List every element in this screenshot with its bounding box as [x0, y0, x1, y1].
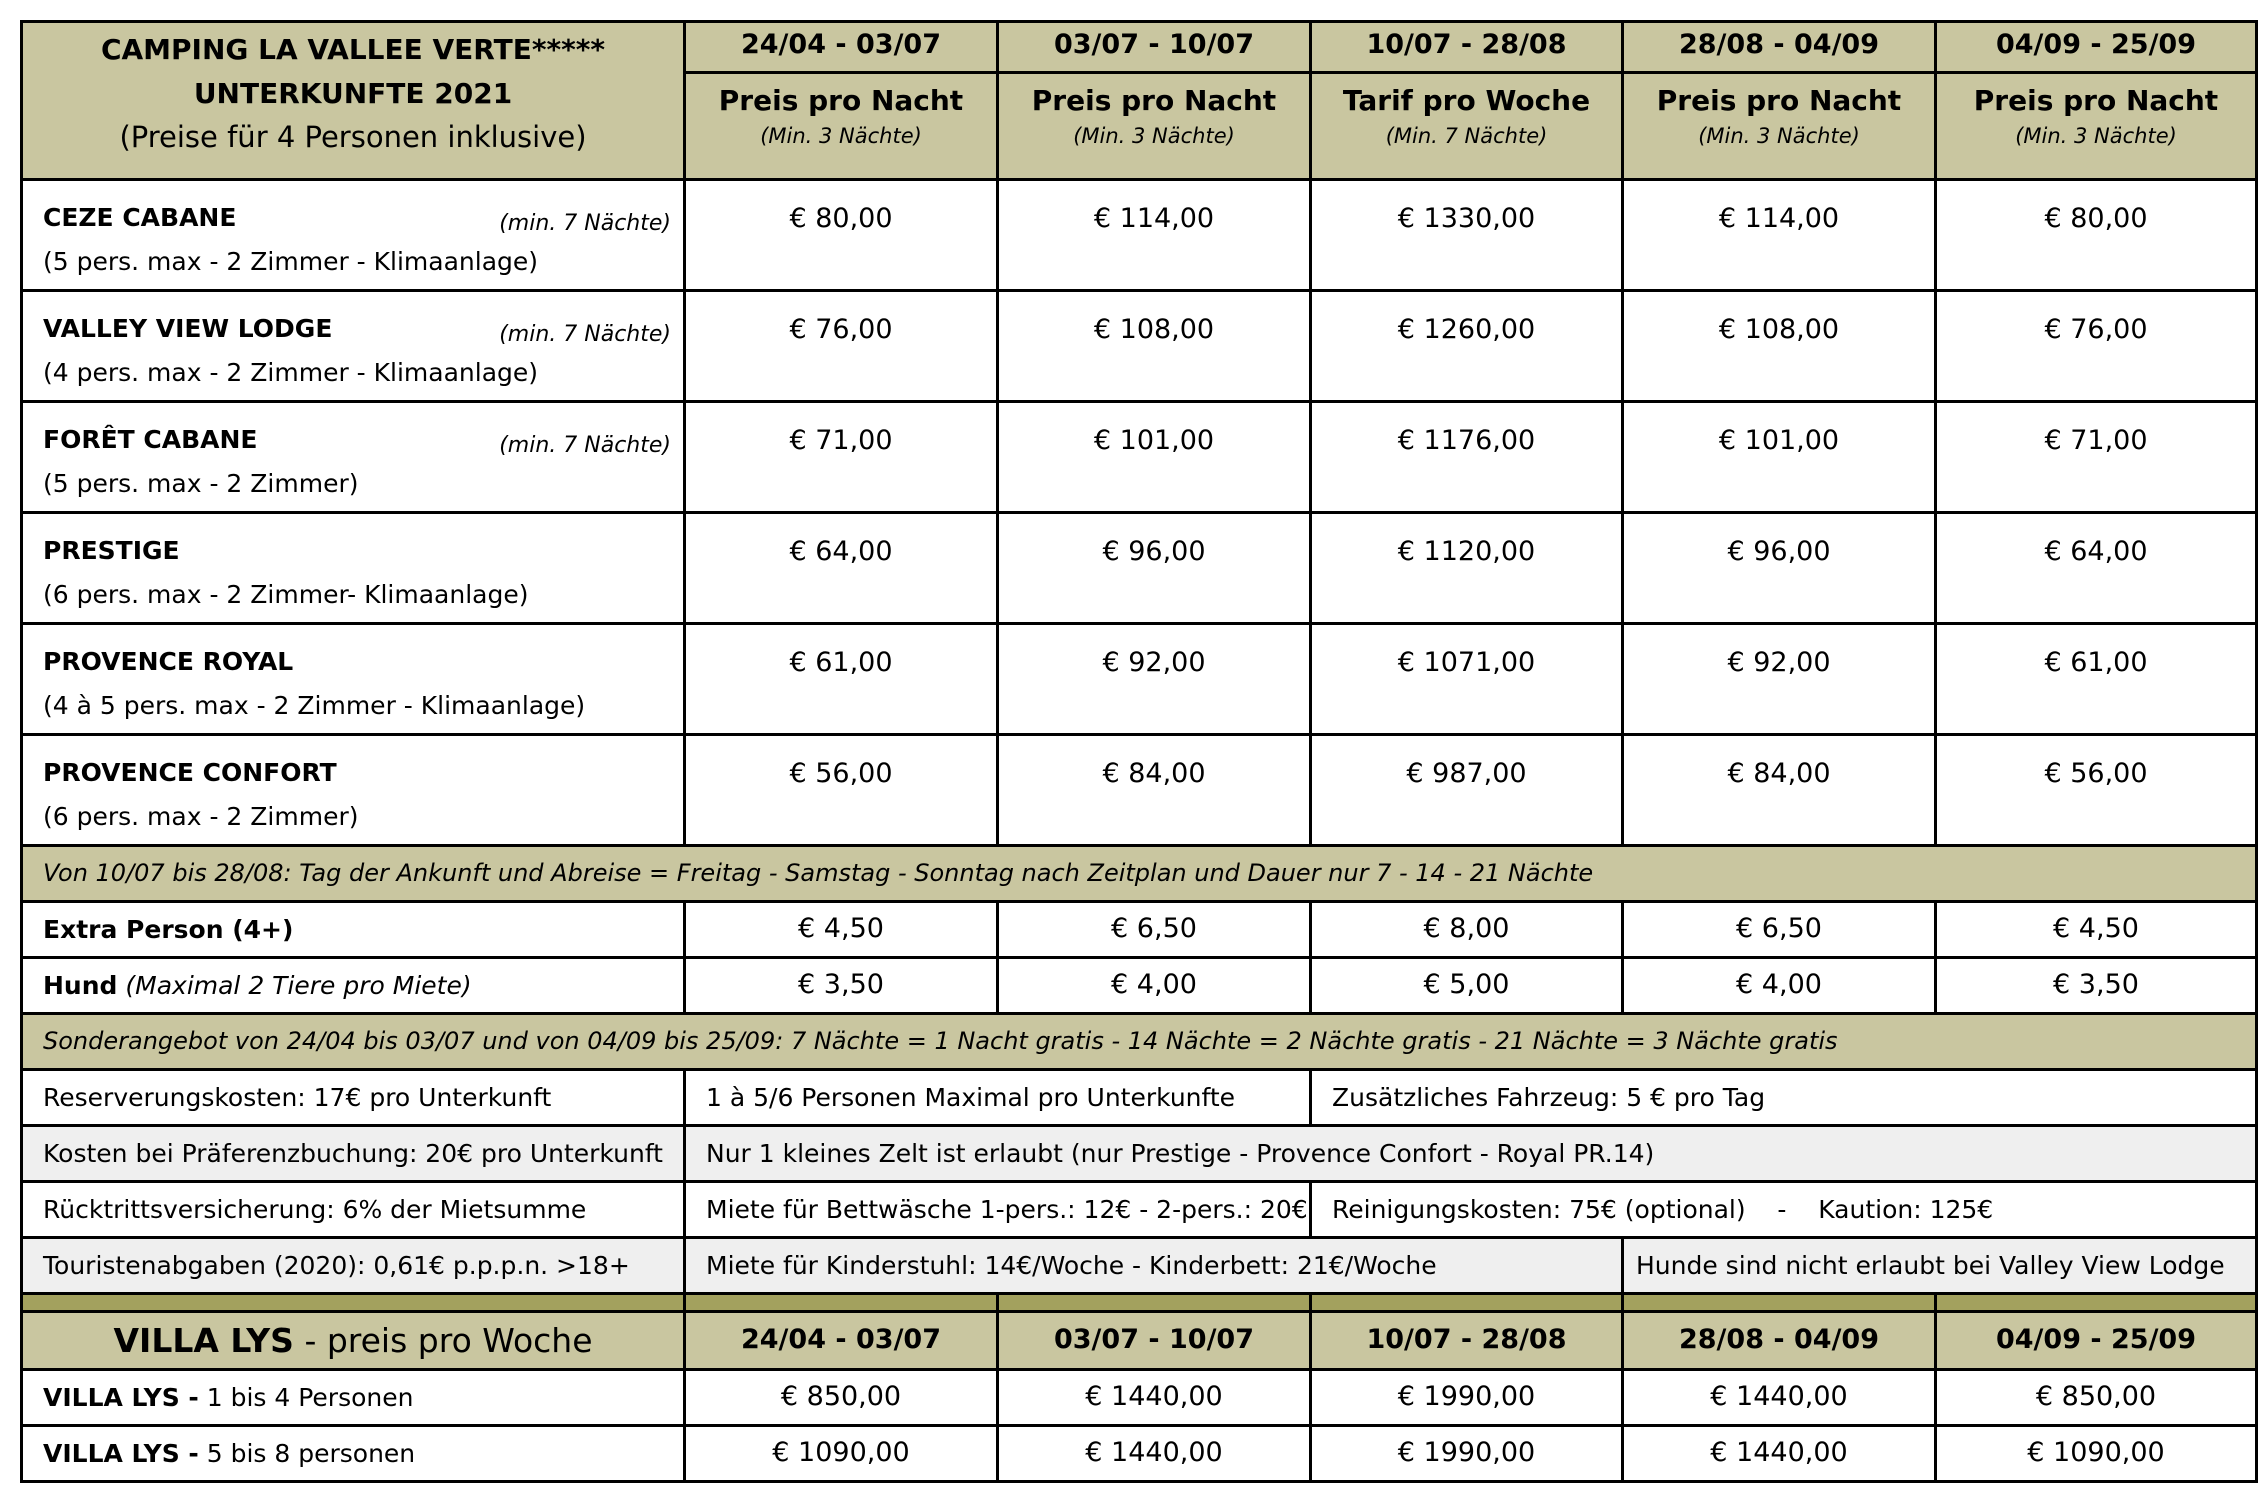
price-cell: € 1990,00 [1311, 1370, 1623, 1426]
extra-label: Extra Person (4+) [43, 914, 294, 944]
period-min-nights: (Min. 7 Nächte) [1385, 123, 1548, 148]
info-cell: Reinigungskosten: 75€ (optional) - Kaution: 125€ [1311, 1182, 2257, 1238]
accommodation-cell [22, 735, 685, 846]
separator-cell [22, 1294, 685, 1312]
period-label: Tarif pro Woche [1342, 84, 1591, 118]
villa-period: 03/07 - 10/07 [998, 1312, 1311, 1370]
info-row [22, 1070, 2257, 1126]
price-cell: € 56,00 [685, 735, 998, 846]
price-cell: € 1440,00 [998, 1370, 1311, 1426]
price-cell: € 5,00 [1311, 958, 1623, 1014]
villa-name: VILLA LYS - [43, 1382, 199, 1412]
accommodation-desc: (5 pers. max - 2 Zimmer) [43, 469, 359, 498]
info-cell: Zusätzliches Fahrzeug: 5 € pro Tag [1311, 1070, 2257, 1126]
price-cell: € 84,00 [998, 735, 1311, 846]
price-cell: € 96,00 [1623, 513, 1936, 624]
info-cell: Rücktrittsversicherung: 6% der Mietsumme [22, 1182, 685, 1238]
separator-cell [685, 1294, 998, 1312]
info-cell: Hunde sind nicht erlaubt bei Valley View Lodge [1623, 1238, 2257, 1294]
period-header-4 [1623, 22, 1936, 180]
period-dates: 28/08 - 04/09 [1624, 23, 1934, 74]
extra-label-note: (Maximal 2 Tiere pro Miete) [125, 970, 472, 1000]
accommodation-cell [22, 402, 685, 513]
arrival-note: Von 10/07 bis 28/08: Tag der Ankunft und Abreise = Freitag - Samstag - Sonntag nach Zeitplan und Dauer nur 7 - 14 - 21 Nächte [22, 846, 2257, 902]
period-min-nights: (Min. 3 Nächte) [1698, 123, 1860, 148]
villa-title: VILLA LYS [113, 1320, 294, 1360]
persons-note: (Preise für 4 Personen inklusive) [119, 120, 587, 155]
price-cell: € 6,50 [1623, 902, 1936, 958]
villa-row [22, 1426, 2257, 1482]
period-header-3 [1311, 22, 1623, 180]
villa-period: 28/08 - 04/09 [1623, 1312, 1936, 1370]
period-header-5 [1936, 22, 2257, 180]
price-cell: € 80,00 [1936, 180, 2257, 291]
villa-period: 04/09 - 25/09 [1936, 1312, 2257, 1370]
accommodation-row [22, 180, 2257, 291]
separator-cell [1623, 1294, 1936, 1312]
period-header-1 [685, 22, 998, 180]
info-cell: Miete für Kinderstuhl: 14€/Woche - Kinderbett: 21€/Woche [685, 1238, 1623, 1294]
info-cell: Touristenabgaben (2020): 0,61€ p.p.p.n. >18+ [22, 1238, 685, 1294]
accommodation-name: PRESTIGE [43, 536, 180, 565]
price-cell: € 1440,00 [998, 1426, 1311, 1482]
price-cell: € 1990,00 [1311, 1426, 1623, 1482]
period-label: Preis pro Nacht [1656, 84, 1902, 118]
price-cell: € 1071,00 [1311, 624, 1623, 735]
price-cell: € 1120,00 [1311, 513, 1623, 624]
accommodation-cell [22, 180, 685, 291]
price-cell: € 108,00 [1623, 291, 1936, 402]
accommodation-cell [22, 291, 685, 402]
price-cell: € 101,00 [998, 402, 1311, 513]
price-cell: € 4,00 [998, 958, 1311, 1014]
price-cell: € 84,00 [1623, 735, 1936, 846]
price-cell: € 1260,00 [1311, 291, 1623, 402]
accommodation-desc: (6 pers. max - 2 Zimmer) [43, 802, 359, 831]
accommodation-desc: (6 pers. max - 2 Zimmer- Klimaanlage) [43, 580, 529, 609]
info-cell: 1 à 5/6 Personen Maximal pro Unterkunfte [685, 1070, 1311, 1126]
header-row [22, 22, 2257, 180]
price-cell: € 1090,00 [685, 1426, 998, 1482]
accommodation-name: PROVENCE CONFORT [43, 758, 337, 787]
price-cell: € 71,00 [685, 402, 998, 513]
villa-persons: 1 bis 4 Personen [198, 1382, 414, 1412]
year-subtitle: UNTERKUNFTE 2021 [193, 76, 513, 110]
period-dates: 10/07 - 28/08 [1312, 23, 1621, 74]
info-cell: Reserverungskosten: 17€ pro Unterkunft [22, 1070, 685, 1126]
header-title-cell [22, 22, 685, 180]
period-label: Preis pro Nacht [1031, 84, 1277, 118]
accommodation-name: PROVENCE ROYAL [43, 647, 294, 676]
accommodation-desc: (4 pers. max - 2 Zimmer - Klimaanlage) [43, 358, 539, 387]
villa-period: 24/04 - 03/07 [685, 1312, 998, 1370]
price-cell: € 61,00 [685, 624, 998, 735]
price-cell: € 114,00 [1623, 180, 1936, 291]
price-cell: € 114,00 [998, 180, 1311, 291]
accommodation-row [22, 291, 2257, 402]
villa-title-cell [22, 1312, 685, 1370]
villa-period: 10/07 - 28/08 [1311, 1312, 1623, 1370]
min-nights: (min. 7 Nächte) [499, 211, 671, 236]
price-cell: € 987,00 [1311, 735, 1623, 846]
accommodation-cell [22, 513, 685, 624]
info-cell: Miete für Bettwäsche 1-pers.: 12€ - 2-pers.: 20€ [685, 1182, 1311, 1238]
extra-row [22, 958, 2257, 1014]
price-table [20, 20, 2258, 1483]
accommodation-row [22, 735, 2257, 846]
info-row [22, 1238, 2257, 1294]
accommodation-name: FORÊT CABANE [43, 425, 258, 454]
note-row [22, 1014, 2257, 1070]
extra-row [22, 902, 2257, 958]
info-cell: Nur 1 kleines Zelt ist erlaubt (nur Prestige - Provence Confort - Royal PR.14) [685, 1126, 2257, 1182]
price-cell: € 108,00 [998, 291, 1311, 402]
price-cell: € 96,00 [998, 513, 1311, 624]
period-dates: 04/09 - 25/09 [1937, 23, 2255, 74]
price-cell: € 4,50 [685, 902, 998, 958]
accommodation-name: CEZE CABANE [43, 203, 237, 232]
period-dates: 24/04 - 03/07 [686, 23, 996, 74]
accommodation-row [22, 624, 2257, 735]
extra-label-cell [22, 902, 685, 958]
price-cell: € 76,00 [685, 291, 998, 402]
price-table-container [20, 20, 2255, 1483]
price-cell: € 76,00 [1936, 291, 2257, 402]
info-row [22, 1126, 2257, 1182]
villa-header-row [22, 1312, 2257, 1370]
villa-label-cell [22, 1426, 685, 1482]
price-cell: € 1440,00 [1623, 1370, 1936, 1426]
period-min-nights: (Min. 3 Nächte) [2015, 123, 2177, 148]
period-min-nights: (Min. 3 Nächte) [1073, 123, 1235, 148]
price-cell: € 92,00 [998, 624, 1311, 735]
price-cell: € 101,00 [1623, 402, 1936, 513]
period-dates: 03/07 - 10/07 [999, 23, 1309, 74]
price-cell: € 64,00 [1936, 513, 2257, 624]
price-cell: € 1176,00 [1311, 402, 1623, 513]
accommodation-desc: (5 pers. max - 2 Zimmer - Klimaanlage) [43, 247, 539, 276]
separator-cell [1936, 1294, 2257, 1312]
price-cell: € 64,00 [685, 513, 998, 624]
price-cell: € 850,00 [1936, 1370, 2257, 1426]
price-cell: € 850,00 [685, 1370, 998, 1426]
price-cell: € 56,00 [1936, 735, 2257, 846]
period-header-2 [998, 22, 1311, 180]
special-offer-note: Sonderangebot von 24/04 bis 03/07 und von 04/09 bis 25/09: 7 Nächte = 1 Nacht gratis - 14 Nächte = 2 Nächte gratis - 21 Nächte = 3 Nächte gratis [22, 1014, 2257, 1070]
min-nights: (min. 7 Nächte) [499, 433, 671, 458]
price-cell: € 80,00 [685, 180, 998, 291]
accommodation-name: VALLEY VIEW LODGE [43, 314, 333, 343]
price-cell: € 1440,00 [1623, 1426, 1936, 1482]
price-cell: € 92,00 [1623, 624, 1936, 735]
period-label: Preis pro Nacht [718, 84, 964, 118]
info-row [22, 1182, 2257, 1238]
accommodation-row [22, 513, 2257, 624]
villa-persons: 5 bis 8 personen [198, 1438, 416, 1468]
period-min-nights: (Min. 3 Nächte) [760, 123, 922, 148]
price-cell: € 6,50 [998, 902, 1311, 958]
price-cell: € 1090,00 [1936, 1426, 2257, 1482]
camping-title: CAMPING LA VALLEE VERTE***** [100, 33, 606, 66]
accommodation-desc: (4 à 5 pers. max - 2 Zimmer - Klimaanlage) [43, 691, 586, 720]
accommodation-row [22, 402, 2257, 513]
separator-cell [998, 1294, 1311, 1312]
info-cell: Kosten bei Präferenzbuchung: 20€ pro Unterkunft [22, 1126, 685, 1182]
price-cell: € 61,00 [1936, 624, 2257, 735]
price-cell: € 3,50 [1936, 958, 2257, 1014]
villa-name: VILLA LYS - [43, 1438, 199, 1468]
villa-label-cell [22, 1370, 685, 1426]
price-cell: € 8,00 [1311, 902, 1623, 958]
min-nights: (min. 7 Nächte) [499, 322, 671, 347]
period-label: Preis pro Nacht [1973, 84, 2219, 118]
price-cell: € 1330,00 [1311, 180, 1623, 291]
price-cell: € 4,50 [1936, 902, 2257, 958]
price-cell: € 3,50 [685, 958, 998, 1014]
villa-row [22, 1370, 2257, 1426]
accommodation-cell [22, 624, 685, 735]
price-cell: € 71,00 [1936, 402, 2257, 513]
separator-row [22, 1294, 2257, 1312]
separator-cell [1311, 1294, 1623, 1312]
price-cell: € 4,00 [1623, 958, 1936, 1014]
villa-title-suffix: - preis pro Woche [293, 1320, 593, 1360]
extra-label-cell [22, 958, 685, 1014]
note-row [22, 846, 2257, 902]
extra-label: Hund [43, 970, 118, 1000]
